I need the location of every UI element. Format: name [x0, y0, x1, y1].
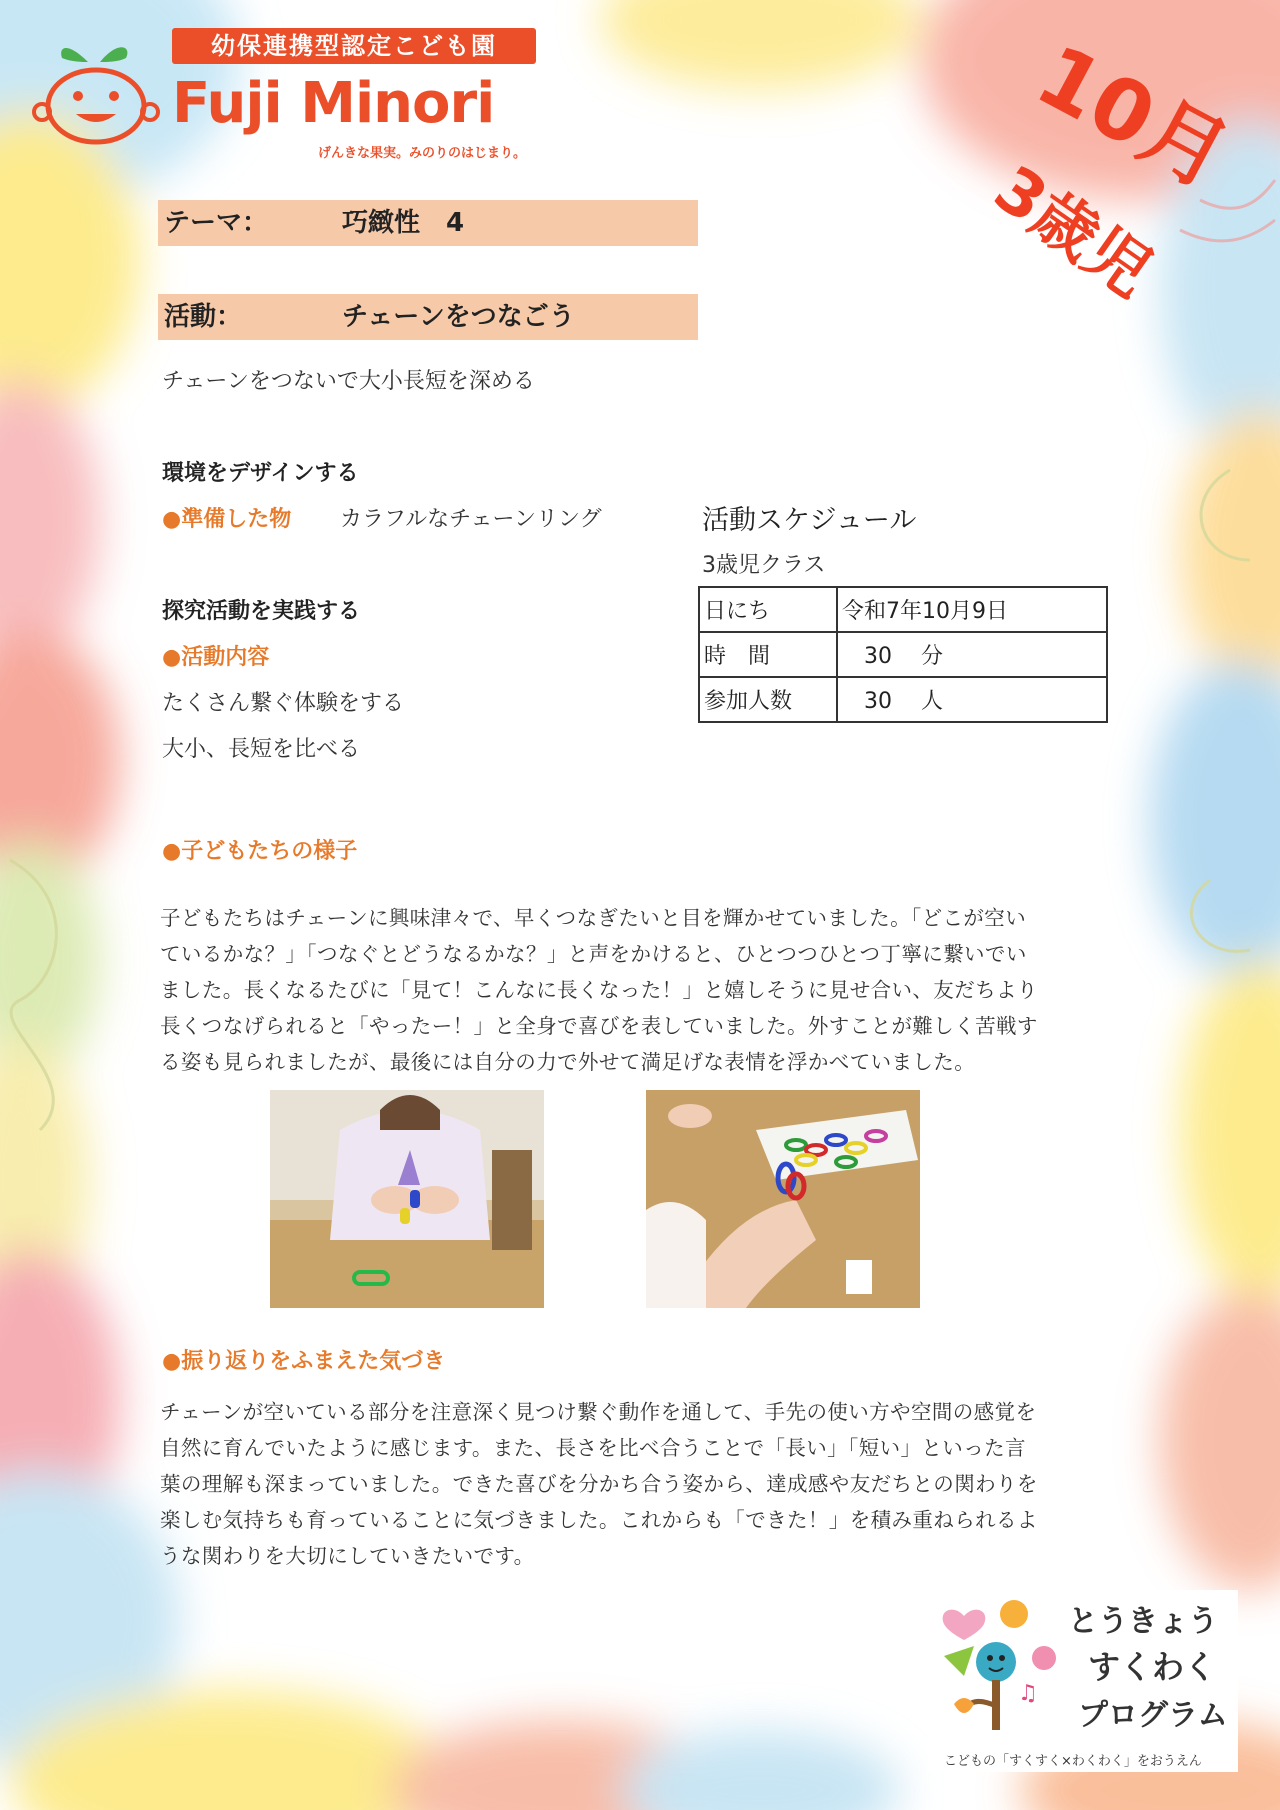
activity-photo — [646, 1090, 920, 1308]
prepared-label: ●準備した物 — [162, 507, 292, 532]
age-group-label: 3歳児 — [980, 152, 1165, 312]
theme-value: 巧緻性 4 — [342, 208, 465, 238]
activity-content-item: たくさん繋ぐ体験をする — [162, 691, 405, 716]
theme-label: テーマ： — [164, 208, 269, 238]
schedule-row-label: 時 間 — [699, 632, 837, 677]
activity-content-label: ●活動内容 — [162, 645, 270, 670]
school-type-banner: 幼保連携型認定こども園 — [172, 28, 536, 64]
goal-text: チェーンをつないで大小長短を深める — [162, 369, 535, 394]
paragraph-line: 自然に育んでいたように感じます。また、長さを比べ合うことで「長い」「短い」といった言 — [160, 1436, 1026, 1460]
schedule-row-value: 令和7年10月9日 — [837, 587, 1107, 632]
program-logo-line: とうきょう — [1068, 1604, 1218, 1639]
schedule-row — [699, 677, 1107, 722]
schedule-table — [698, 586, 1108, 723]
month-label: 10月 — [1021, 25, 1245, 207]
month-age-label — [980, 10, 1252, 312]
paragraph-line: ました。長くなるたびに「見て！こんなに長くなった！」と嬉しそうに見せ合い、友だちより — [160, 978, 1038, 1002]
schedule-row-label: 参加人数 — [699, 677, 837, 722]
paragraph-line: ているかな？」「つなぐとどうなるかな？」と声をかけると、ひとつつひとつ丁寧に繋いでい — [160, 942, 1027, 966]
reflection-heading: ●振り返りをふまえた気づき — [162, 1349, 446, 1374]
sukuwaku-program-logo — [928, 1590, 1238, 1772]
environment-heading: 環境をデザインする — [162, 461, 359, 486]
children-heading: ●子どもたちの様子 — [162, 839, 358, 864]
inquiry-heading: 探究活動を実践する — [162, 599, 361, 624]
theme-bar — [158, 200, 698, 246]
activity-label: 活動： — [164, 302, 243, 332]
schedule-row — [699, 632, 1107, 677]
children-paragraph — [160, 900, 1090, 1080]
activity-content-item: 大小、長短を比べる — [162, 737, 361, 762]
schedule-class: 3歳児クラス — [702, 553, 826, 578]
prepared-value: カラフルなチェーンリング — [340, 507, 602, 532]
brand-tagline: げんきな果実。みのりのはじまり。 — [318, 146, 527, 161]
schedule-row-value: 30 分 — [837, 632, 1107, 677]
activity-photo — [270, 1090, 544, 1308]
paragraph-line: 楽しむ気持ちも育っていることに気づきました。これからも「できた！」を積み重ねられるよ — [160, 1508, 1038, 1532]
tree-icon — [934, 1596, 1064, 1742]
schedule-row — [699, 587, 1107, 632]
svg-text:♫: ♫ — [1018, 1681, 1038, 1706]
paragraph-line: チェーンが空いている部分を注意深く見つけ繋ぐ動作を通して、手先の使い方や空間の感覚を — [160, 1400, 1037, 1424]
schedule-row-label: 日にち — [699, 587, 837, 632]
activity-bar — [158, 294, 698, 340]
program-logo-caption: こどもの「すくすく×わくわく」をおうえん — [944, 1754, 1202, 1769]
paragraph-line: うな関わりを大切にしていきたいです。 — [160, 1544, 535, 1568]
mascot-logo-icon — [28, 32, 168, 148]
program-logo-line: プログラム — [1078, 1698, 1228, 1733]
schedule-title: 活動スケジュール — [702, 505, 917, 536]
schedule-row-value: 30 人 — [837, 677, 1107, 722]
paragraph-line: 長くつなげられると「やったー！」と全身で喜びを表していました。外すことが難しく苦戦す — [160, 1014, 1038, 1038]
paragraph-line: る姿も見られましたが、最後には自分の力で外せて満足げな表情を浮かべていました。 — [160, 1050, 976, 1074]
program-logo-line: すくわく — [1088, 1648, 1217, 1686]
reflection-paragraph — [160, 1394, 1090, 1574]
paragraph-line: 子どもたちはチェーンに興味津々で、早くつなぎたいと目を輝かせていました。「どこが空い — [160, 906, 1027, 930]
paragraph-line: 葉の理解も深まっていました。できた喜びを分かち合う姿から、達成感や友だちとの関わりを — [160, 1472, 1038, 1496]
activity-value: チェーンをつなごう — [342, 302, 575, 332]
brand-name: Fuji Minori — [172, 71, 495, 136]
